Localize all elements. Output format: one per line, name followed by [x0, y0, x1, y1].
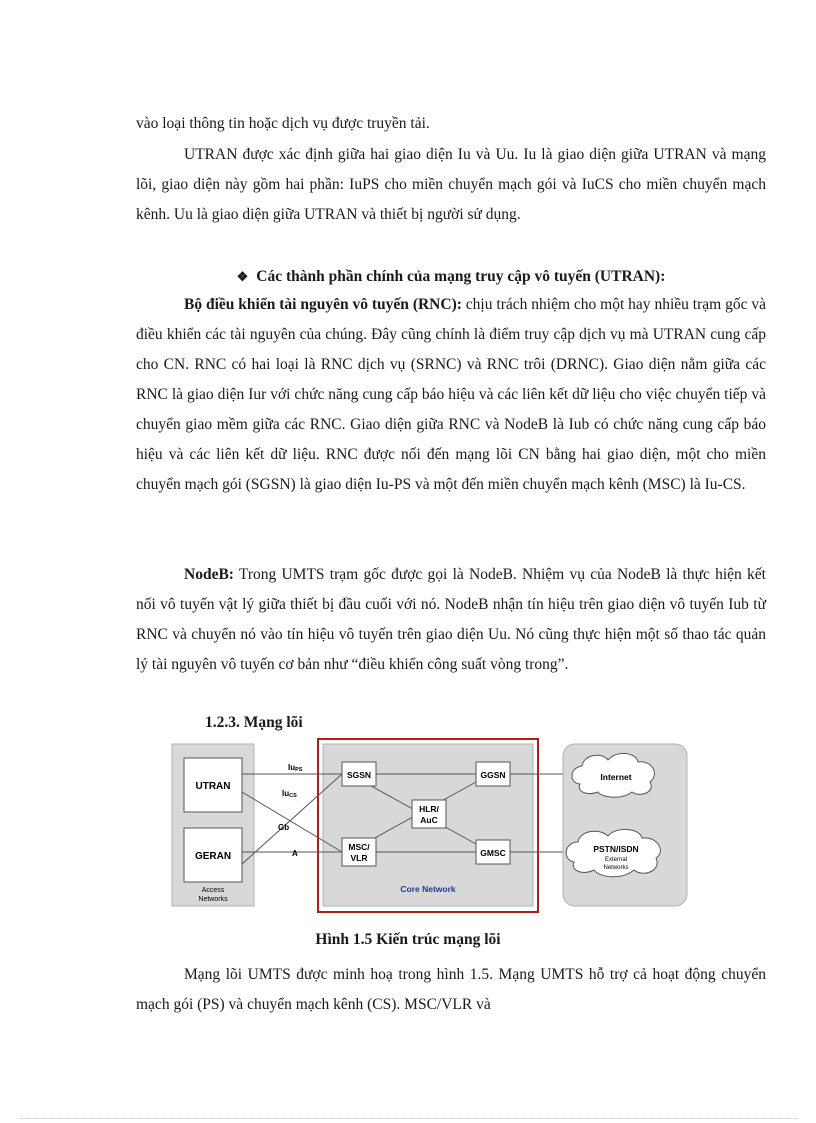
access-label-2: Networks	[198, 896, 228, 903]
iu-ps-label: IuPS	[288, 763, 303, 773]
external-label-2: Networks	[603, 865, 629, 871]
diamond-bullet-icon: ❖	[236, 269, 249, 284]
section-heading: 1.2.3. Mạng lõi	[205, 714, 303, 731]
sgsn-label: SGSN	[346, 770, 372, 780]
nodeb-description: Trong UMTS trạm gốc được gọi là NodeB. Nhiệm vụ của NodeB là thực hiện kết nối vô tuyến vật lý giữa thiết bị đầu cuối với nó. NodeB nhận tín hiệu trên giao diện vô tuyến Iub từ RNC và chuyển nó vào tín hiệu vô tuyến trên giao diện Uu. Nó cũng thực hiện một số thao tác quản lý tài nguyên vô tuyến cơ bản như “điều khiển công suất vòng trong”.	[136, 566, 766, 673]
hlr-label-1: HLR/	[419, 804, 439, 814]
paragraph-core-network: Mạng lõi UMTS được minh hoạ trong hình 1.5. Mạng UMTS hỗ trợ cả hoạt động chuyển mạch gói (PS) và chuyển mạch kênh (CS). MSC/VLR và	[136, 966, 766, 1013]
paragraph-continuation: vào loại thông tin hoặc dịch vụ được truyền tải.	[136, 115, 430, 132]
a-label: A	[292, 849, 298, 858]
paragraph-rnc	[136, 290, 766, 500]
core-network-label: Core Network	[400, 884, 456, 894]
pstn-label: PSTN/ISDN	[593, 844, 639, 854]
section-bullet	[136, 262, 766, 292]
external-label-1: External	[604, 857, 628, 863]
ggsn-label: GGSN	[480, 770, 506, 780]
access-label-1: Access	[201, 887, 225, 894]
gmsc-label: GMSC	[480, 848, 506, 858]
paragraph-nodeb	[136, 560, 766, 680]
bullet-text: Các thành phần chính của mạng truy cập vô tuyến (UTRAN):	[256, 268, 666, 285]
hlr-label-2: AuC	[420, 815, 438, 825]
paragraph-utran-interfaces: UTRAN được xác định giữa hai giao diện Iu và Uu. Iu là giao diện giữa UTRAN và mạng lõi, giao diện này gồm hai phần: IuPS cho miền chuyển mạch gói và IuCS cho miền chuyển mạch kênh. Uu là giao diện giữa UTRAN và thiết bị người sử dụng.	[136, 146, 766, 223]
rnc-term: Bộ điều khiển tài nguyên vô tuyến (RNC):	[184, 296, 462, 313]
msc-label-2: VLR	[350, 853, 368, 863]
core-network-diagram	[170, 738, 690, 913]
gb-label: Gb	[278, 823, 290, 832]
rnc-description: chịu trách nhiệm cho một hay nhiều trạm gốc và điều khiển các tài nguyên của chúng. Đây cũng chính là điểm truy cập dịch vụ mà UTRAN cung cấp cho CN. RNC có hai loại là RNC dịch vụ (SRNC) và RNC trôi (DRNC). Giao diện nằm giữa các RNC là giao diện Iur với chức năng cung cấp báo hiệu và các liên kết dữ liệu cho việc chuyển tiếp và chuyển giao mềm giữa các RNC. Giao diện giữa RNC và NodeB là Iub có chức năng cung cấp báo hiệu và các liên kết dữ liệu. RNC được nối đến mạng lõi CN bằng hai giao diện, một cho miền chuyển mạch gói (SGSN) là giao diện Iu-PS và một đến miền chuyển mạch kênh (MSC) là Iu-CS.	[136, 296, 766, 493]
geran-label: GERAN	[194, 851, 232, 862]
iu-cs-label: IuCS	[282, 789, 297, 799]
msc-label-1: MSC/	[348, 842, 370, 852]
nodeb-term: NodeB:	[184, 566, 234, 583]
utran-label: UTRAN	[195, 781, 231, 792]
page-bottom-divider	[20, 1118, 796, 1119]
internet-label: Internet	[600, 772, 632, 782]
figure-caption: Hình 1.5 Kiến trúc mạng lõi	[315, 931, 501, 948]
